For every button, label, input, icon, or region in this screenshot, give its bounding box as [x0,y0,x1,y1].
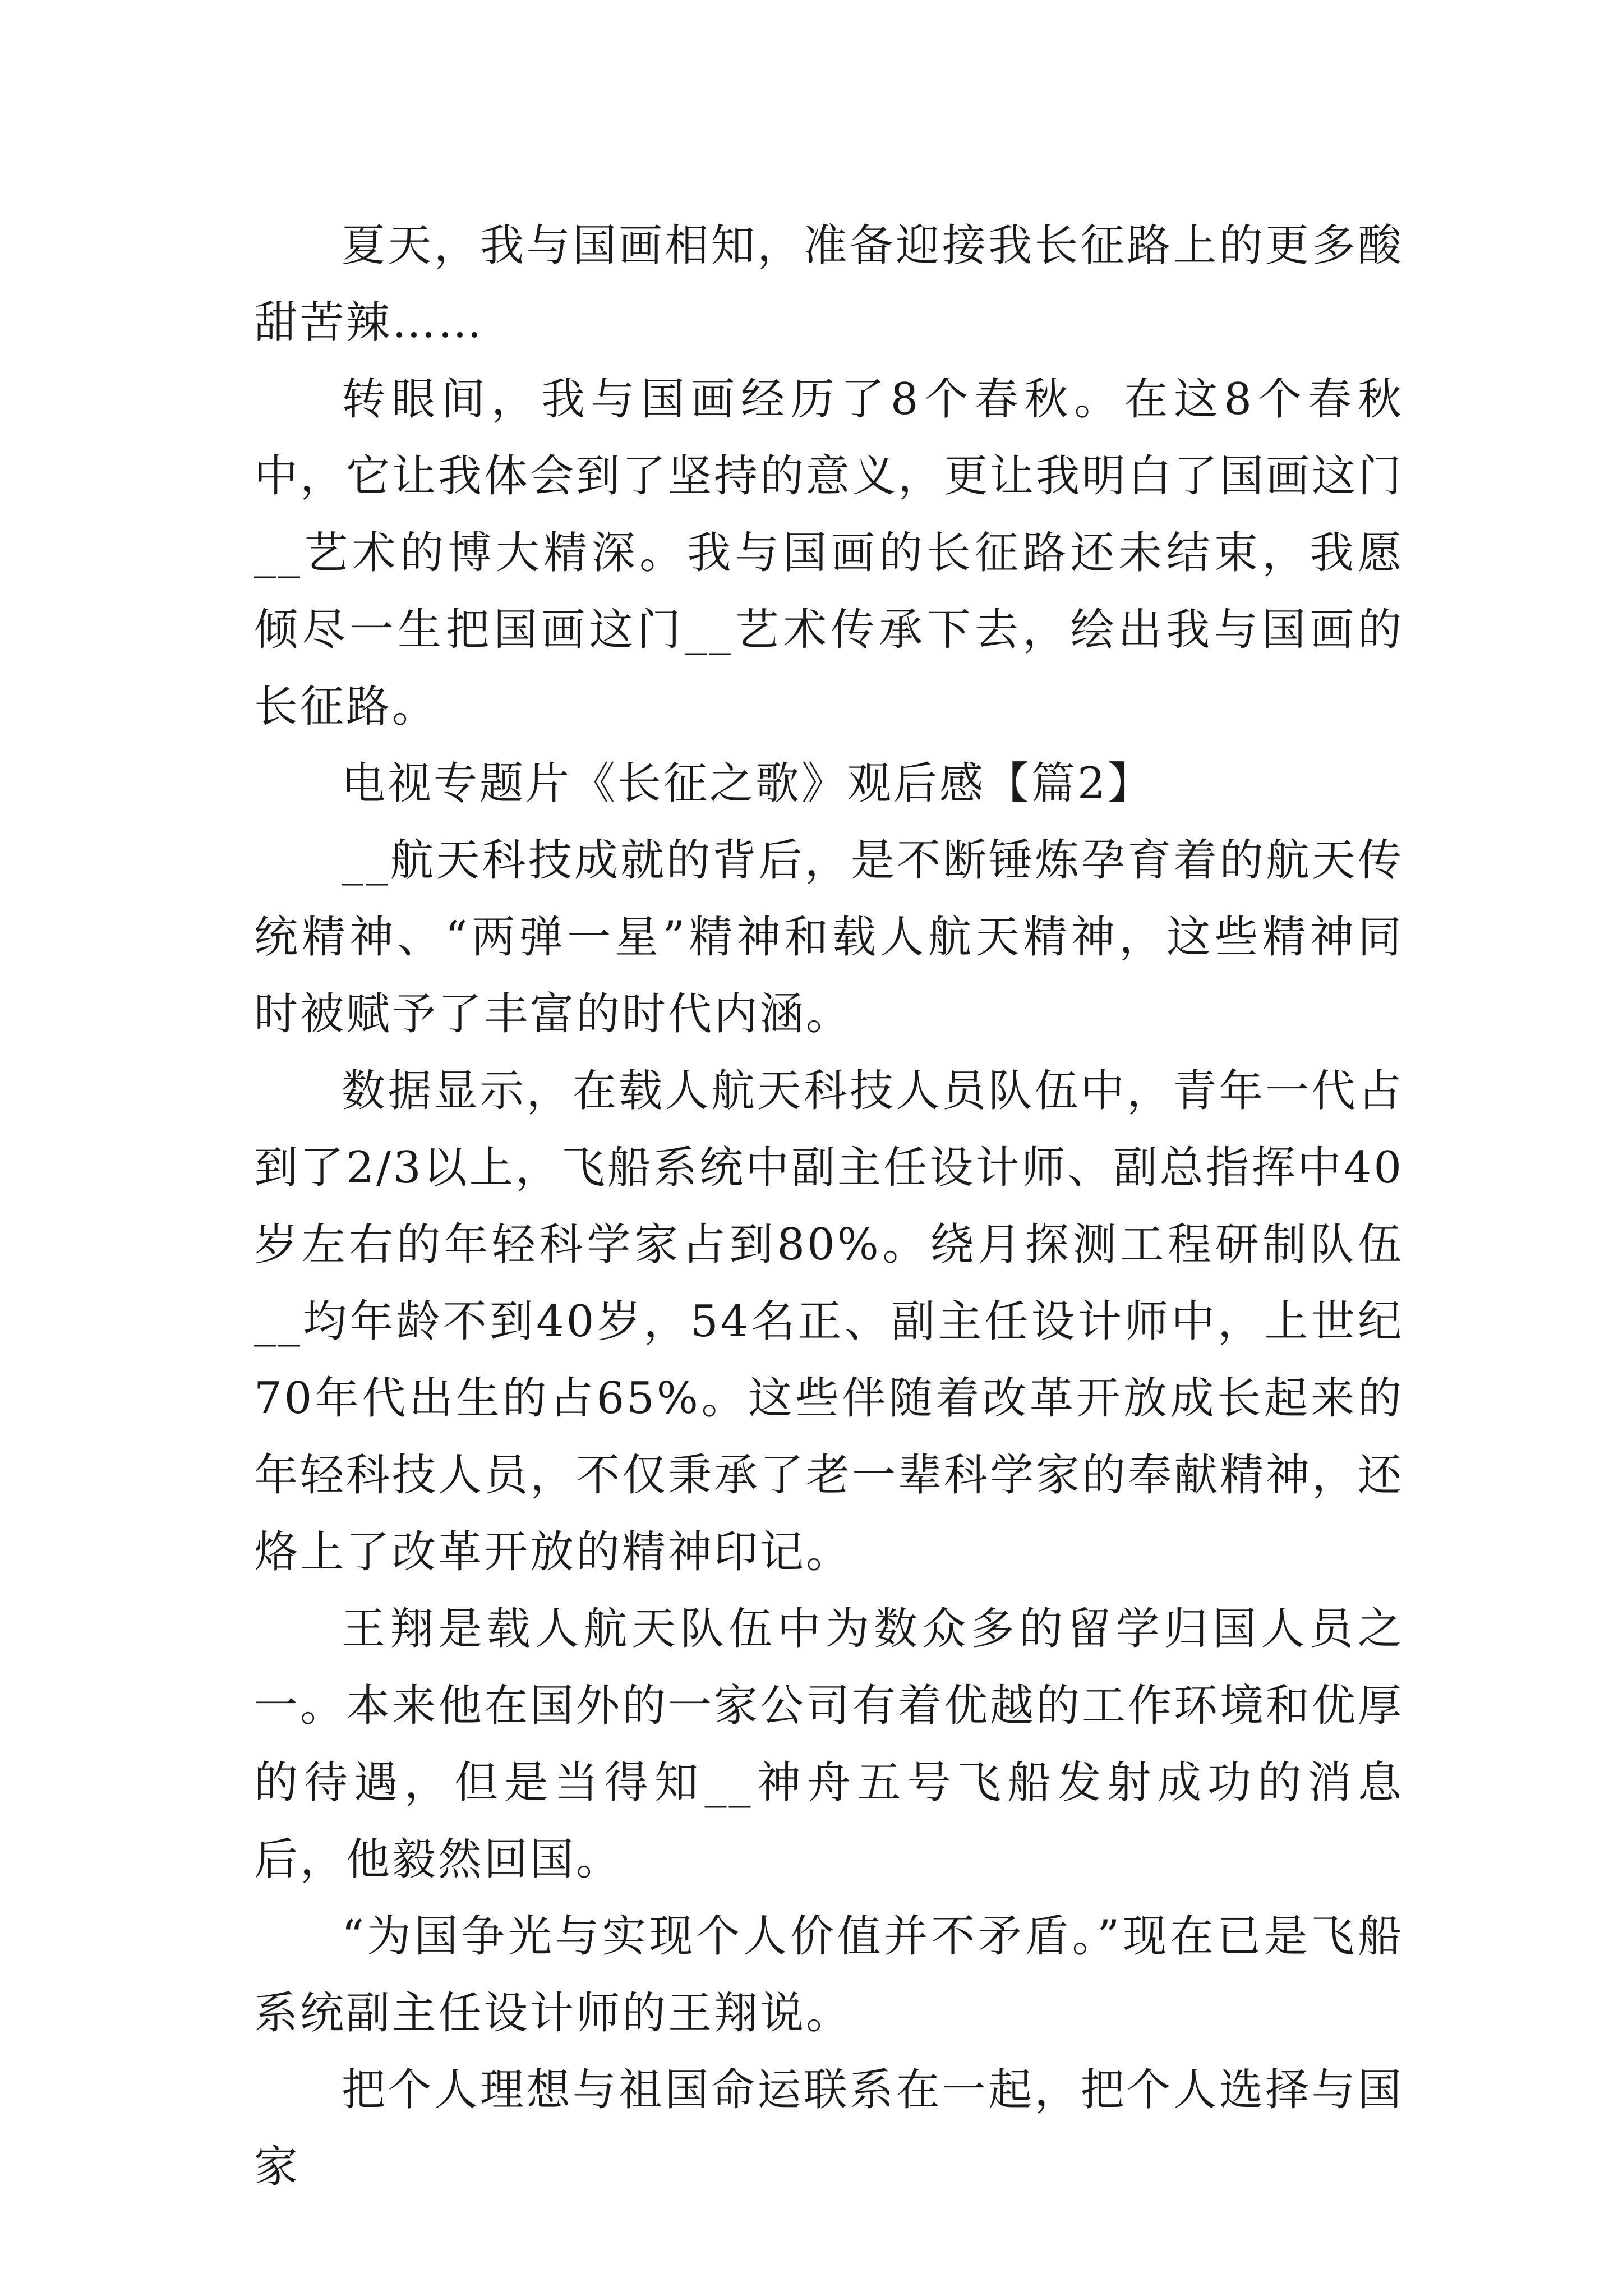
document-body [254,208,1404,2206]
paragraph-wang-xiang: 王翔是载人航天队伍中为数众多的留学归国人员之一。本来他在国外的一家公司有着优越的工作环境和优厚的待遇，但是当得知__神舟五号飞船发射成功的消息后，他毅然回国。 [254,1604,1404,1885]
section-heading: 电视专题片《长征之歌》观后感【篇2】 [342,758,1154,809]
paragraph-eight-years: 转眼间，我与国画经历了8个春秋。在这8个春秋中，它让我体会到了坚持的意义，更让我明白了国画这门__艺术的博大精深。我与国画的长征路还未结束，我愿倾尽一生把国画这门__艺术传承下去，绘出我与国画的长征路。 [254,374,1404,732]
paragraph-aerospace-spirit: __航天科技成就的背后，是不断锤炼孕育着的航天传统精神、“两弹一星”精神和载人航天精神，这些精神同时被赋予了丰富的时代内涵。 [254,835,1404,1039]
paragraph-ideal: 把个人理想与祖国命运联系在一起，把个人选择与国家 [254,2065,1404,2192]
paragraph-summer: 夏天，我与国画相知，准备迎接我长征路上的更多酸甜苦辣…… [254,220,1404,348]
paragraph-statistics: 数据显示，在载人航天科技人员队伍中，青年一代占到了2/3以上，飞船系统中副主任设计师、副总指挥中40岁左右的年轻科学家占到80%。绕月探测工程研制队伍__均年龄不到40岁，54名正、副主任设计师中，上世纪70年代出生的占65%。这些伴随着改革开放成长起来的年轻科技人员，不仅秉承了老一辈科学家的奉献精神，还烙上了改革开放的精神印记。 [254,1066,1404,1577]
paragraph-quote: “为国争光与实现个人价值并不矛盾。”现在已是飞船系统副主任设计师的王翔说。 [254,1911,1404,2039]
